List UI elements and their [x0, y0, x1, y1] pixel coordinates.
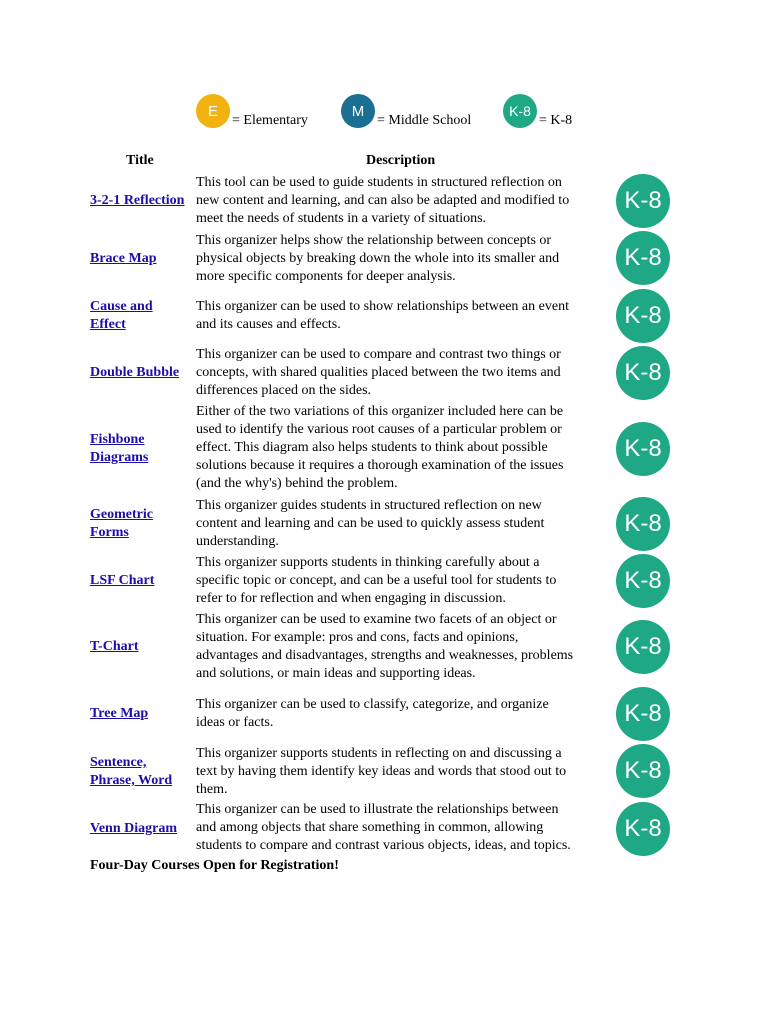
organizer-title-link[interactable] [90, 506, 194, 542]
k8-badge-icon: K-8 [616, 289, 670, 343]
organizer-description [196, 801, 608, 855]
description-line: situation. For example: pros and cons, facts and opinions, [196, 630, 519, 645]
column-header-title: Title [126, 153, 154, 168]
description-line: Either of the two variations of this organizer included here can be [196, 404, 564, 419]
organizer-title-link[interactable] [90, 364, 194, 382]
description-line: and its causes and effects. [196, 317, 341, 332]
organizer-title-link[interactable] [90, 192, 194, 210]
description-line: refer to for reflection and when engaging in discussion. [196, 591, 506, 606]
description-line: physical objects by breaking down the whole into its smaller and [196, 251, 560, 266]
organizer-title-link[interactable] [90, 250, 194, 268]
k8-badge-icon: K-8 [616, 422, 670, 476]
title-line: LSF Chart [90, 573, 155, 588]
description-line: solutions because it requires a thorough examination of the issues [196, 458, 564, 473]
description-line: (and the why's) behind the problem. [196, 476, 398, 491]
organizer-title-link[interactable] [90, 754, 194, 790]
organizer-description [196, 232, 608, 286]
description-line: new content and learning, and can also be adapted and modified to [196, 193, 570, 208]
k8-badge-icon: K-8 [616, 231, 670, 285]
title-line: Venn Diagram [90, 821, 177, 836]
organizer-title-link[interactable] [90, 820, 194, 838]
description-line: specific topic or concept, and can be a useful tool for students to [196, 573, 557, 588]
description-line: This organizer supports students in reflecting on and discussing a [196, 746, 562, 761]
description-line: effect. This diagram also helps students to think about possible [196, 440, 548, 455]
organizer-description [196, 611, 608, 683]
middle-school-badge-icon: M [341, 94, 375, 128]
organizer-title-link[interactable] [90, 298, 194, 334]
description-line: students to compare and contrast various objects, ideas, and topics. [196, 838, 571, 853]
title-line: Geometric [90, 507, 153, 522]
legend-k8-label: = K-8 [539, 113, 573, 128]
organizer-description [196, 298, 608, 334]
k8-badge-icon: K-8 [616, 497, 670, 551]
description-line: content and learning and can be used to quickly assess student [196, 516, 545, 531]
title-line: Phrase, Word [90, 773, 173, 788]
k8-badge-icon: K-8 [616, 687, 670, 741]
k8-badge-icon: K-8 [616, 174, 670, 228]
organizer-title-link[interactable] [90, 705, 194, 723]
organizer-title-link[interactable] [90, 431, 194, 467]
organizer-title-link[interactable] [90, 572, 194, 590]
title-line: Brace Map [90, 251, 157, 266]
organizer-description [196, 745, 608, 799]
organizer-title-link[interactable] [90, 638, 194, 656]
legend-elementary-label: = Elementary [232, 113, 308, 128]
description-line: differences placed on the sides. [196, 383, 372, 398]
description-line: This organizer guides students in structured reflection on new [196, 498, 542, 513]
organizer-description [196, 554, 608, 608]
legend-elementary [196, 94, 341, 128]
title-line: 3-2-1 Reflection [90, 193, 185, 208]
description-line: understanding. [196, 534, 279, 549]
description-line: them. [196, 782, 228, 797]
title-line: Cause and [90, 299, 153, 314]
k8-badge-icon: K-8 [616, 620, 670, 674]
k8-badge-icon: K-8 [616, 802, 670, 856]
k8-badge-icon: K-8 [503, 94, 537, 128]
organizer-description [196, 403, 608, 493]
description-line: text by having them identify key ideas and words that stood out to [196, 764, 567, 779]
legend-middle-school-label: = Middle School [377, 113, 472, 128]
title-line: Diagrams [90, 450, 149, 465]
description-line: used to identify the various root causes of a particular problem or [196, 422, 562, 437]
organizer-description [196, 696, 608, 732]
title-line: Effect [90, 317, 126, 332]
description-line: and among objects that share something in common, allowing [196, 820, 544, 835]
description-line: This organizer can be used to illustrate the relationships between [196, 802, 559, 817]
description-line: This organizer can be used to compare and contrast two things or [196, 347, 561, 362]
description-line: This organizer helps show the relationship between concepts or [196, 233, 552, 248]
title-line: Double Bubble [90, 365, 180, 380]
description-line: concepts, with shared qualities placed between the two items and [196, 365, 561, 380]
k8-badge-icon: K-8 [616, 554, 670, 608]
title-line: Fishbone [90, 432, 145, 447]
title-line: Forms [90, 525, 129, 540]
description-line: meet the needs of students in a variety of situations. [196, 211, 487, 226]
description-line: advantages and disadvantages, strengths and weaknesses, problems [196, 648, 574, 663]
organizer-description [196, 174, 608, 228]
k8-badge-icon: K-8 [616, 744, 670, 798]
k8-badge-icon: K-8 [616, 346, 670, 400]
title-line: Tree Map [90, 706, 149, 721]
footer-announcement: Four-Day Courses Open for Registration! [90, 858, 339, 873]
column-header-description: Description [366, 153, 436, 168]
description-line: ideas or facts. [196, 715, 274, 730]
legend [196, 94, 572, 128]
organizer-description [196, 497, 608, 551]
title-line: Sentence, [90, 755, 147, 770]
description-line: This organizer can be used to show relationships between an event [196, 299, 569, 314]
organizer-description [196, 346, 608, 400]
description-line: This tool can be used to guide students in structured reflection on [196, 175, 562, 190]
description-line: This organizer can be used to examine two facets of an object or [196, 612, 557, 627]
legend-middle-school [341, 94, 503, 128]
elementary-badge-icon: E [196, 94, 230, 128]
description-line: and solutions, or main ideas and supporting ideas. [196, 666, 476, 681]
description-line: This organizer supports students in thinking carefully about a [196, 555, 540, 570]
description-line: This organizer can be used to classify, categorize, and organize [196, 697, 549, 712]
legend-k8 [503, 94, 572, 128]
title-line: T-Chart [90, 639, 139, 654]
description-line: more specific components for deeper analysis. [196, 269, 456, 284]
